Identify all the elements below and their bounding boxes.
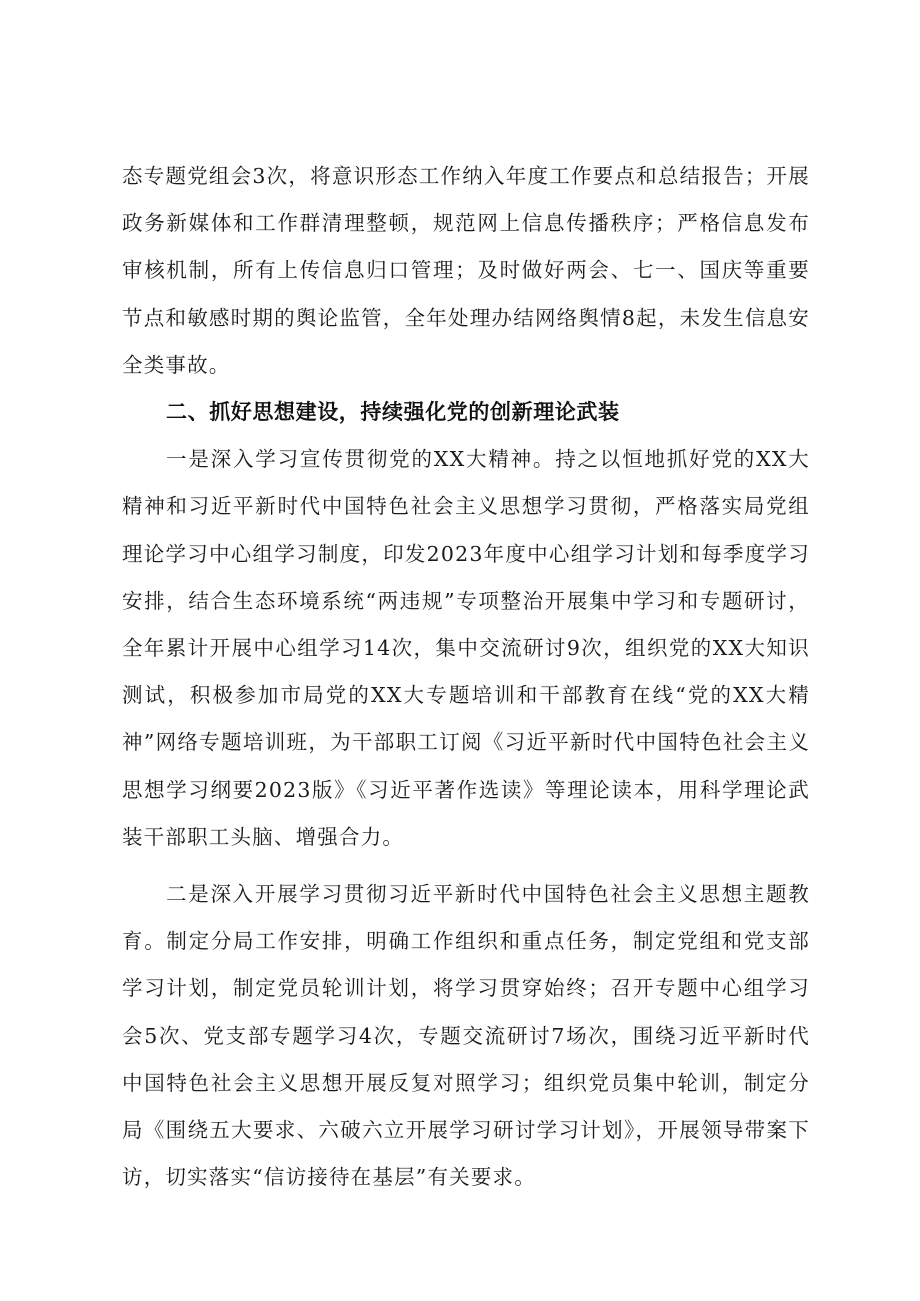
paragraph-ideology-work: 态专题党组会3次，将意识形态工作纳入年度工作要点和总结报告；开展政务新媒体和工作群清理整顿，规范网上信息传播秩序；严格信息发布审核机制，所有上传信息归口管理；及时做好两会、七一、国庆等重要节点和敏感时期的舆论监管，全年处理办结网络舆情8起，未发生信息安全类事故。	[122, 164, 810, 377]
document-body	[122, 153, 810, 1201]
paragraph-study-spirit: 一是深入学习宣传贯彻党的XX大精神。持之以恒地抓好党的XX大精神和习近平新时代中国特色社会主义思想学习贯彻，严格落实局党组理论学习中心组学习制度，印发2023年度中心组学习计划和每季度学习安排，结合生态环境系统“两违规”专项整治开展集中学习和专题研讨，全年累计开展中心组学习14次，集中交流研讨9次，组织党的XX大知识测试，积极参加市局党的XX大专题培训和干部教育在线“党的XX大精神”网络专题培训班，为干部职工订阅《习近平新时代中国特色社会主义思想学习纲要2023版》《习近平著作选读》等理论读本，用科学理论武装干部职工头脑、增强合力。	[122, 447, 810, 849]
paragraph-gap	[122, 861, 810, 871]
section-heading-2: 二、抓好思想建设，持续强化党的创新理论武装	[166, 400, 620, 425]
paragraph-theme-education: 二是深入开展学习贯彻习近平新时代中国特色社会主义思想主题教育。制定分局工作安排，明确工作组织和重点任务，制定党组和党支部学习计划，制定党员轮训计划，将学习贯穿始终；召开专题中心组学习会5次、党支部专题学习4次，专题交流研讨7场次，围绕习近平新时代中国特色社会主义思想开展反复对照学习；组织党员集中轮训，制定分局《围绕五大要求、六破六立开展学习研讨学习计划》，开展领导带案下访，切实落实“信访接待在基层”有关要求。	[122, 882, 810, 1190]
